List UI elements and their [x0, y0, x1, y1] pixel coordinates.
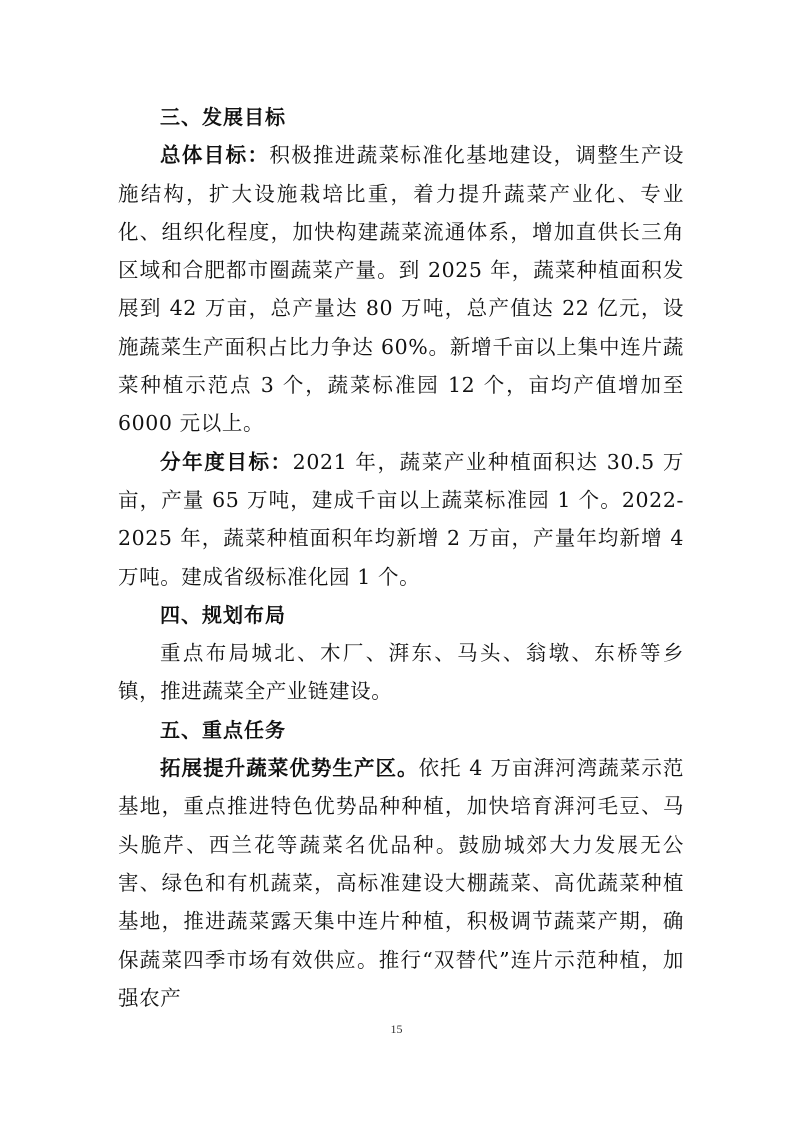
tasks-text: 依托 4 万亩湃河湾蔬菜示范基地，重点推进特色优势品种种植，加快培育湃河毛豆、马头脆芹、西兰花等蔬菜名优品种。鼓励城郊大力发展无公害、绿色和有机蔬菜，高标准建设大棚蔬菜、高优蔬菜种植基地，推进蔬菜露天集中连片种植，积极调节蔬菜产期，确保蔬菜四季市场有效供应。推行“双替代”连片示范种植，加强农产	[118, 756, 684, 1010]
annual-goal-label: 分年度目标：	[160, 449, 293, 474]
annual-goal-paragraph	[118, 443, 684, 596]
section-heading-tasks: 五、重点任务	[160, 717, 286, 742]
page-body	[118, 98, 684, 1017]
overall-goal-label: 总体目标：	[160, 143, 270, 168]
overall-goal-text: 积极推进蔬菜标准化基地建设，调整生产设施结构，扩大设施栽培比重，着力提升蔬菜产业化、专业化、组织化程度，加快构建蔬菜流通体系，增加直供长三角区域和合肥都市圈蔬菜产量。到 2025 年，蔬菜种植面积发展到 42 万亩，总产量达 80 万吨，总产值达 22 亿元，设施蔬菜生产面积占比力争达 60%。新增千亩以上集中连片蔬菜种植示范点 3 个，蔬菜标准园 12 个，亩均产值增加至 6000 元以上。	[118, 143, 684, 436]
section-heading-goals: 三、发展目标	[160, 105, 286, 129]
tasks-label: 拓展提升蔬菜优势生产区。	[160, 756, 419, 781]
annual-goal-text: 2021 年，蔬菜产业种植面积达 30.5 万亩，产量 65 万吨，建成千亩以上蔬菜标准园 1 个。2022-2025 年，蔬菜种植面积年均新增 2 万亩，产量年均新增 4 万吨。建成省级标准化园 1 个。	[118, 449, 684, 589]
section-heading-layout: 四、规划布局	[160, 602, 286, 627]
layout-paragraph: 重点布局城北、木厂、湃东、马头、翁墩、东桥等乡镇，推进蔬菜全产业链建设。	[118, 641, 684, 704]
page-number: 15	[390, 1022, 403, 1036]
tasks-paragraph	[118, 749, 684, 1017]
overall-goal-paragraph	[118, 136, 684, 442]
